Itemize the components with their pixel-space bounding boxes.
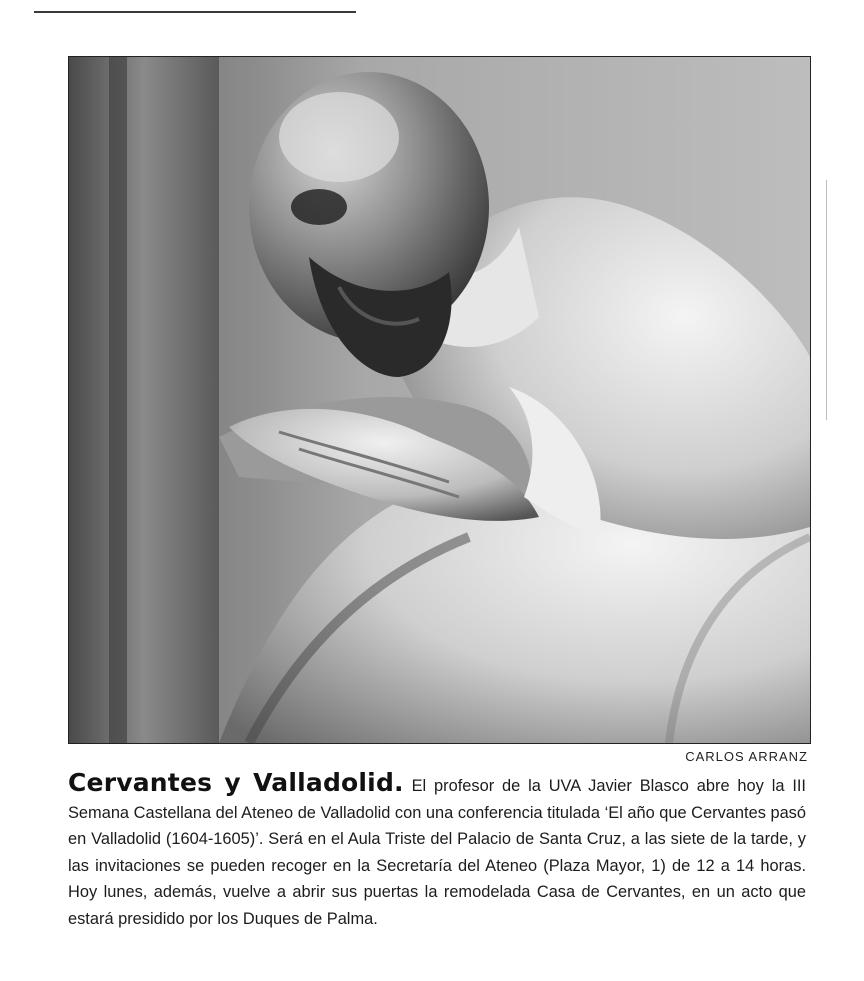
photo-credit: CARLOS ARRANZ: [685, 749, 808, 764]
cervantes-statue-photo: [68, 56, 811, 744]
top-divider: [34, 11, 356, 13]
photo-caption: [68, 770, 806, 932]
margin-divider: [826, 180, 827, 420]
caption-headline: Cervantes y Valladolid.: [68, 768, 404, 797]
caption-body: El profesor de la UVA Javier Blasco abre hoy la III Semana Castellana del Ateneo de Valladolid con una conferencia titulada ‘El año que Cervantes pasó en Valladolid (1604-1605)’. Será en el Aula Triste del Palacio de Santa Cruz, a las siete de la tarde, y las invitaciones se pueden recoger en la Secretaría del Ateneo (Plaza Mayor, 1) de 12 a 14 horas. Hoy lunes, además, vuelve a abrir sus puertas la remodelada Casa de Cervantes, en un acto que estará presidido por los Duques de Palma.: [68, 777, 806, 928]
